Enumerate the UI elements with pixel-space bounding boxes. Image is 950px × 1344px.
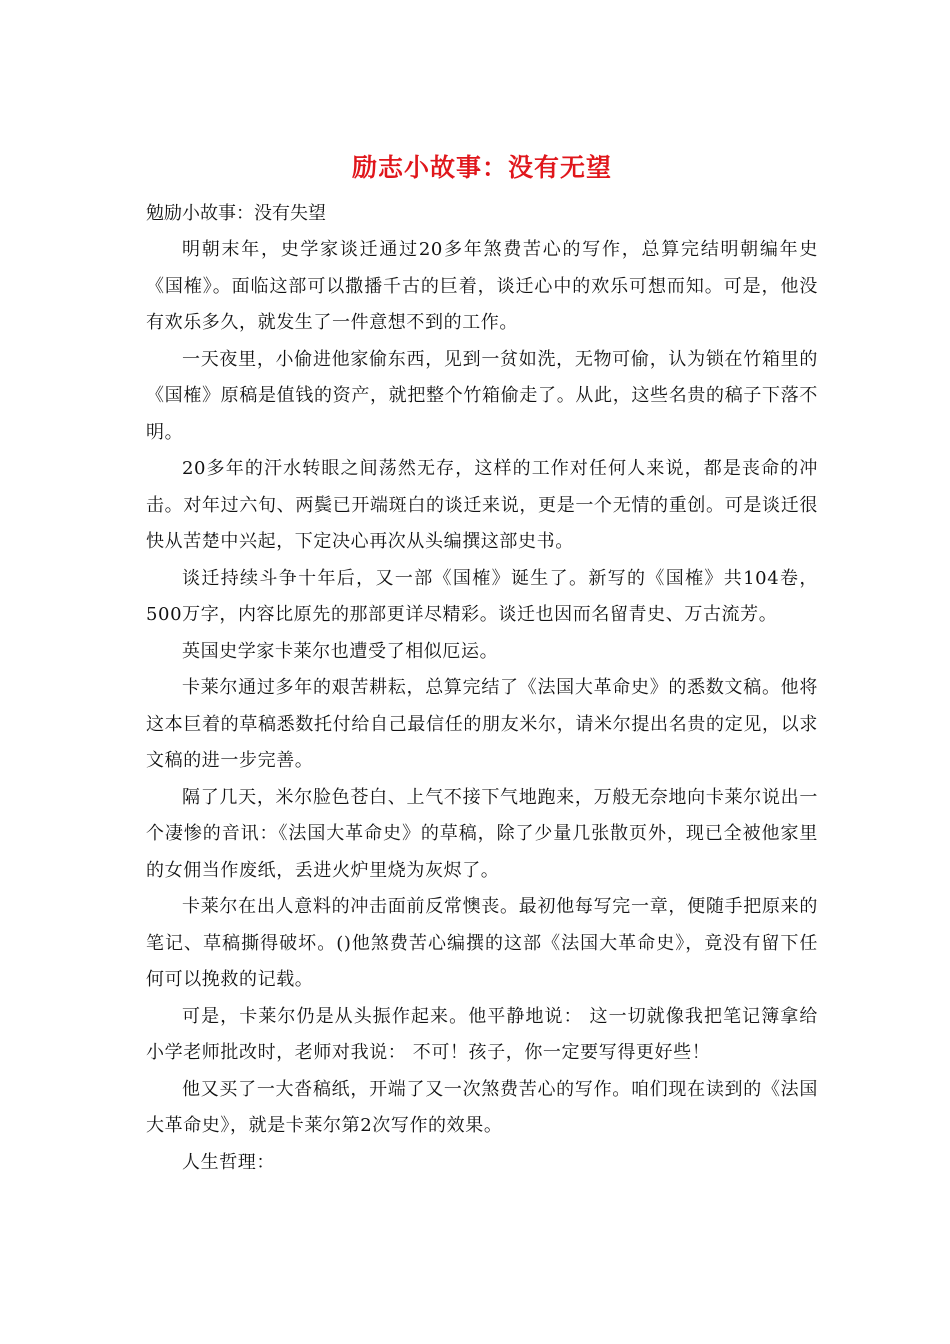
- paragraph: 明朝末年，史学家谈迁通过20多年煞费苦心的写作，总算完结明朝编年史 《国榷》。面临这部可以撒播千古的巨着，谈迁心中的欢乐可想而知。可是，他没有欢乐多久，就发生了一件意想不到的工作。: [146, 239, 818, 333]
- paragraph: 一天夜里，小偷进他家偷东西，见到一贫如洗，无物可偷，认为锁在竹箱里的《国榷》原稿是值钱的资产，就把整个竹箱偷走了。从此，这些名贵的稿子下落不明。: [146, 348, 818, 443]
- document-page: [146, 150, 818, 1181]
- paragraph: 隔了几天，米尔脸色苍白、上气不接下气地跑来，万般无奈地向卡莱尔说出一个凄惨的音讯：《法国大革命史》的草稿，除了少量几张散页外，现已全被他家里的女佣当作废纸，丢进火炉里烧为灰烬了。: [146, 786, 818, 881]
- paragraph: 卡莱尔通过多年的艰苦耕耘，总算完结了《法国大革命史》的悉数文稿。他将这本巨着的草稿悉数托付给自己最信任的朋友米尔，请米尔提出名贵的定见，以求文稿的进一步完善。: [146, 677, 818, 771]
- paragraph: 人生哲理：: [182, 1151, 275, 1173]
- document-title: 励志小故事：没有无望: [351, 153, 612, 182]
- paragraph: 英国史学家卡莱尔也遭受了相似厄运。: [182, 640, 499, 662]
- paragraph: 20多年的汗水转眼之间荡然无存，这样的工作对任何人来说，都是丧命的冲击。对年过六旬、两鬓已开端斑白的谈迁来说，更是一个无情的重创。可是谈迁很快从苦楚中兴起，下定决心再次从头编撰这部史书。: [146, 458, 818, 552]
- paragraph: 他又买了一大沓稿纸，开端了又一次煞费苦心的写作。咱们现在读到的《法国大革命史》，就是卡莱尔第2次写作的效果。: [146, 1078, 818, 1136]
- document-subtitle: 勉励小故事：没有失望: [146, 203, 326, 224]
- paragraph: 可是，卡莱尔仍是从头振作起来。他平静地说： 这一切就像我把笔记簿拿给小学老师批改时，老师对我说： 不可！孩子，你一定要写得更好些！: [146, 1005, 818, 1063]
- paragraph: 卡莱尔在出人意料的冲击面前反常懊丧。最初他每写完一章，便随手把原来的笔记、草稿撕得破坏。()他煞费苦心编撰的这部《法国大革命史》，竟没有留下任何可以挽救的记载。: [146, 896, 818, 990]
- paragraph: 谈迁持续斗争十年后，又一部《国榷》诞生了。新写的《国榷》共104卷，500万字，内容比原先的那部更详尽精彩。谈迁也因而名留青史、万古流芳。: [146, 567, 818, 625]
